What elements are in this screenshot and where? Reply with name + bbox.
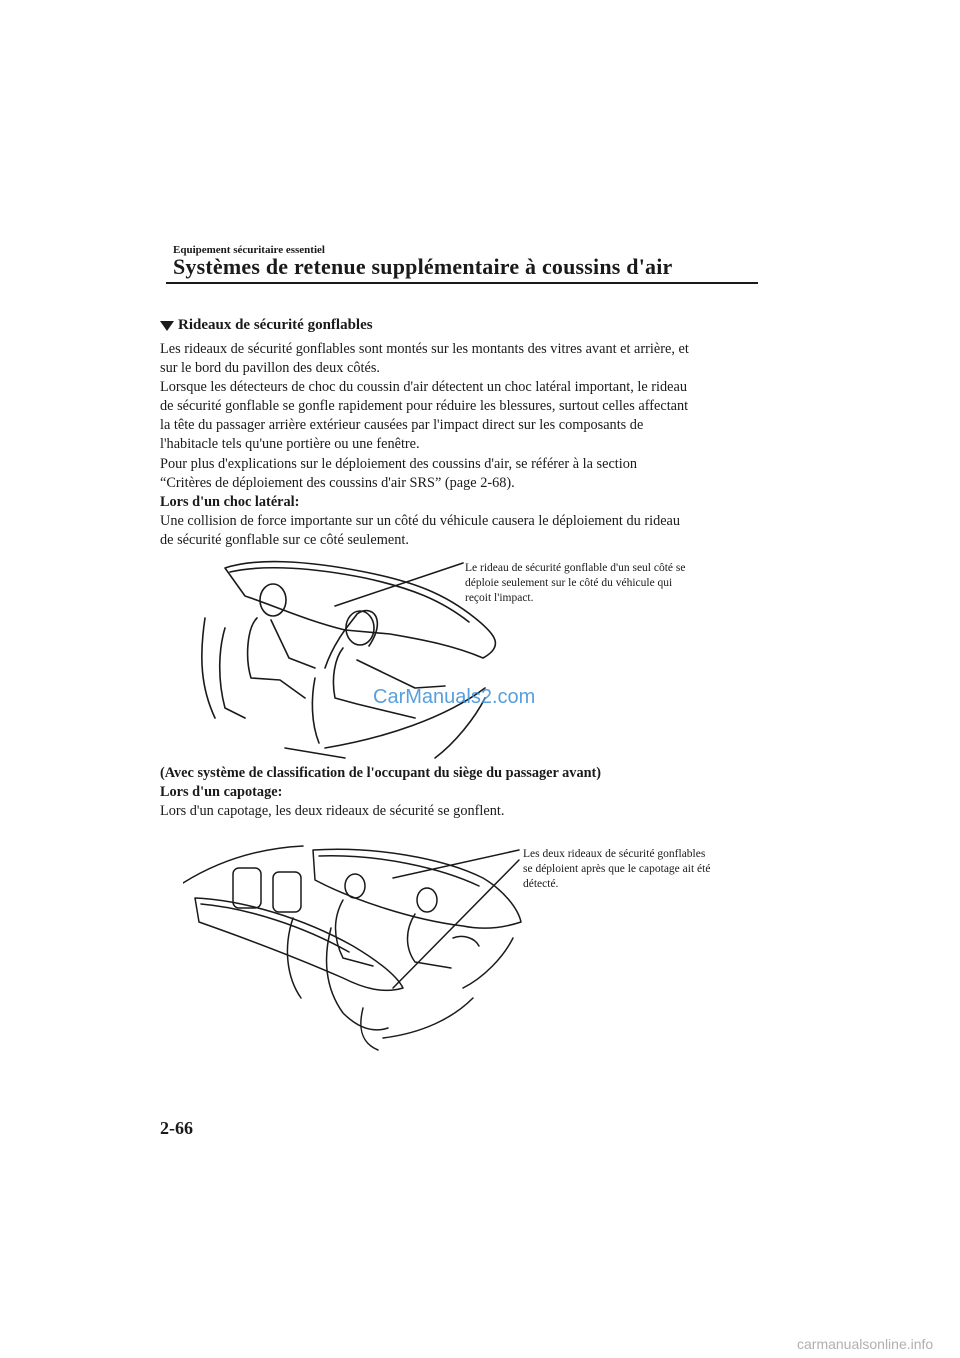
- callout-line: Le rideau de sécurité gonflable d'un seul côté se: [465, 562, 686, 574]
- rollover-heading: Lors d'un capotage:: [160, 784, 283, 801]
- body-line: de sécurité gonflable se gonfle rapidement pour réduire les blessures, surtout celles affectant: [160, 398, 689, 415]
- triangle-bullet-icon: [160, 321, 174, 331]
- page-number: 2-66: [160, 1118, 193, 1138]
- callout-line: détecté.: [523, 878, 559, 890]
- page-title: Systèmes de retenue supplémentaire à coussins d'air: [173, 254, 673, 279]
- callout-line: déploie seulement sur le côté du véhicule qui: [465, 577, 673, 589]
- body-line: Une collision de force importante sur un côté du véhicule causera le déploiement du rideau: [160, 512, 681, 529]
- subheading: [160, 317, 373, 334]
- body-line: de sécurité gonflable sur ce côté seulement.: [160, 531, 409, 548]
- figure1-callout: [465, 561, 685, 606]
- rollover-illustration: [183, 838, 528, 1053]
- body-line: la tête du passager arrière extérieur causées par l'impact direct sur les composants de: [160, 417, 644, 434]
- intro-paragraph: [160, 340, 760, 550]
- callout-line: se déploient après que le capotage ait été: [523, 863, 711, 875]
- figure2-callout: [523, 847, 710, 892]
- body-line: l'habitacle tels qu'une portière ou une fenêtre.: [160, 436, 420, 453]
- subheading-text: Rideaux de sécurité gonflables: [178, 317, 373, 333]
- callout-line: Les deux rideaux de sécurité gonflables: [523, 848, 706, 860]
- side-impact-heading: Lors d'un choc latéral:: [160, 493, 300, 510]
- watermark-logo: CarManuals2.com: [373, 686, 536, 708]
- title-divider: [166, 282, 758, 284]
- rollover-text: Lors d'un capotage, les deux rideaux de sécurité se gonflent.: [160, 803, 505, 820]
- footer-watermark: carmanualsonline.info: [797, 1336, 934, 1352]
- body-line: “Critères de déploiement des coussins d'air SRS” (page 2-68).: [160, 474, 515, 491]
- body-line: Les rideaux de sécurité gonflables sont montés sur les montants des vitres avant et arrière, et: [160, 341, 689, 357]
- body-line: Pour plus d'explications sur le déploiement des coussins d'air, se référer à la section: [160, 455, 638, 472]
- callout-line: reçoit l'impact.: [465, 592, 534, 604]
- section-label: Equipement sécuritaire essentiel: [173, 244, 325, 256]
- rollover-condition: (Avec système de classification de l'occupant du siège du passager avant): [160, 765, 602, 781]
- body-line: Lorsque les détecteurs de choc du coussin d'air détectent un choc latéral important, le rideau: [160, 379, 687, 396]
- body-line: sur le bord du pavillon des deux côtés.: [160, 360, 380, 377]
- rollover-section: [160, 764, 760, 821]
